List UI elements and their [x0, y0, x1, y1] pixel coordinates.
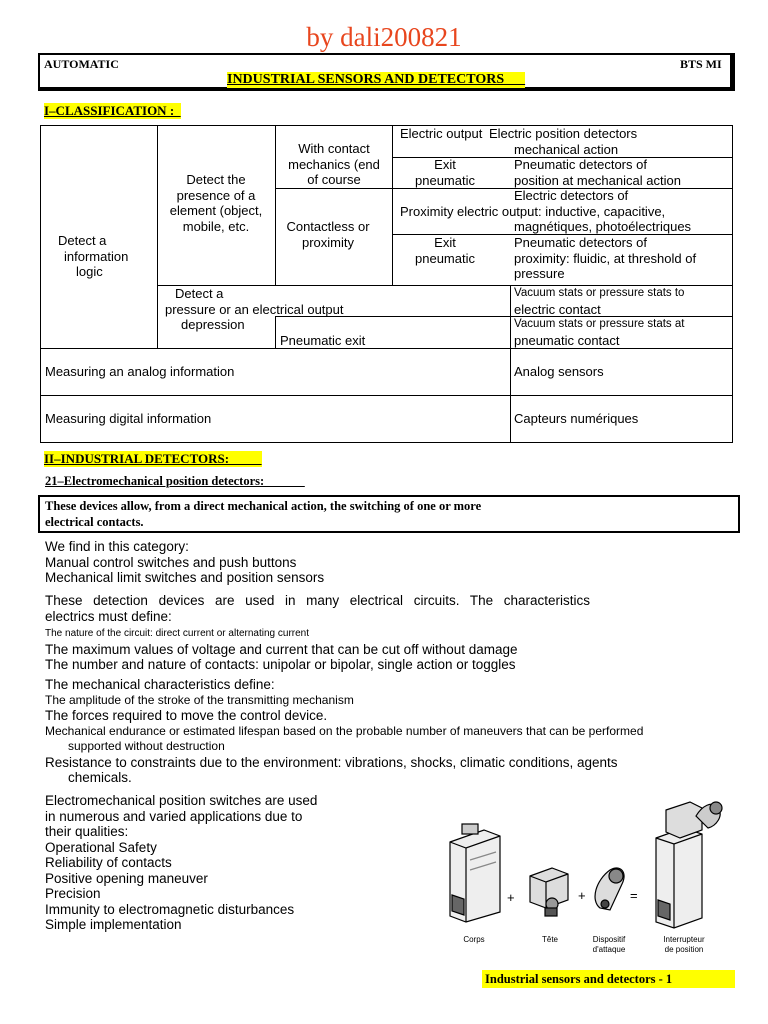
cell-electric-detectors-of: Electric detectors of	[514, 188, 629, 203]
cell-electric-position-detectors: Electric position detectors mechanical action	[489, 126, 638, 157]
cell-analog-left: Measuring an analog information	[45, 364, 235, 379]
label-actuator: Dispositif d'attaque	[592, 935, 626, 954]
actuator-part-drawing	[595, 868, 624, 910]
header-class: BTS MI	[680, 57, 722, 71]
page-footer: Industrial sensors and detectors - 1	[482, 970, 735, 988]
plus-sign-1: +	[507, 890, 515, 905]
qualities-list: Electromechanical position switches are used in numerous and varied applications due to their qualities: Operational Safety Reliability of contacts Positive opening maneuver Precision Immunity to electromagnetic disturbances Simple implementation	[45, 793, 318, 932]
watermark: by dali200821	[306, 22, 462, 52]
cell-digital-right: Capteurs numériques	[514, 411, 639, 426]
cell-magnetiques: magnétiques, photoélectriques	[514, 219, 692, 234]
label-head: Tête	[541, 935, 558, 944]
cell-detect-presence: Detect the presence of a element (object, mobile, etc.	[169, 172, 263, 234]
electrical-characteristics: These detection devices are used in many electrical circuits. The characteristics electrics must define: The nature of the circuit: direct current or alternating current The maximum values of voltage and current that can be cut off without damage The number and nature of contacts: unipolar or bipolar, single action or toggles	[45, 593, 590, 672]
cell-detect-logic: Detect a information logic	[58, 233, 129, 279]
cell-contactless: Contactless or proximity	[286, 219, 370, 250]
cell-vacuum-electric: Vacuum stats or pressure stats to electric contact	[514, 287, 685, 317]
cell-proximity-electric: Proximity electric output: inductive, capacitive,	[400, 204, 666, 219]
cell-vacuum-pneumatic: Vacuum stats or pressure stats at pneumatic contact	[514, 318, 685, 348]
cell-detect-pressure: Detect a pressure or an electrical output depression	[165, 286, 344, 332]
label-position-switch: Interrupteur de position	[663, 935, 705, 954]
head-part-drawing	[530, 868, 568, 916]
category-list: We find in this category: Manual control switches and push buttons Mechanical limit switches and position sensors	[45, 539, 325, 585]
plus-sign-2: +	[578, 888, 586, 903]
header-subject: AUTOMATIC	[44, 57, 119, 71]
equals-sign: =	[630, 888, 638, 903]
cell-electric-output: Electric output	[400, 126, 483, 141]
switch-assembly-figure	[440, 800, 740, 960]
cell-digital-left: Measuring digital information	[45, 411, 212, 426]
position-switch-drawing	[656, 802, 722, 928]
cell-pneumatic-exit: Pneumatic exit	[280, 333, 366, 348]
cell-exit-pneumatic-2: Exit pneumatic	[415, 235, 475, 266]
mechanical-characteristics: The mechanical characteristics define: The amplitude of the stroke of the transmitting mechanism The forces required to move the control device. Mechanical endurance or estimated lifespan based on the probable number of maneuvers that can be performed supported without destruction Resistance to constraints due to the environment: vibrations, shocks, climatic conditions, agents chemicals.	[45, 677, 644, 785]
cell-pneumatic-detectors-2: Pneumatic detectors of proximity: fluidic, at threshold of pressure	[514, 235, 697, 281]
section-industrial-detectors-title: II–INDUSTRIAL DETECTORS:	[44, 451, 262, 466]
cell-pneumatic-detectors-1: Pneumatic detectors of position at mechanical action	[514, 157, 681, 188]
body-part-drawing	[450, 824, 500, 922]
cell-analog-right: Analog sensors	[514, 364, 604, 379]
label-body: Corps	[463, 935, 485, 944]
page-title: INDUSTRIAL SENSORS AND DETECTORS	[227, 72, 526, 87]
definition-text: These devices allow, from a direct mechanical action, the switching of one or more electrical contacts.	[45, 499, 482, 529]
section-classification-title: I–CLASSIFICATION :	[44, 103, 181, 118]
cell-exit-pneumatic-1: Exit pneumatic	[415, 157, 475, 188]
cell-with-contact: With contact mechanics (end of course	[288, 141, 380, 187]
subsection-electromechanical-title: 21–Electromechanical position detectors:	[45, 474, 305, 488]
